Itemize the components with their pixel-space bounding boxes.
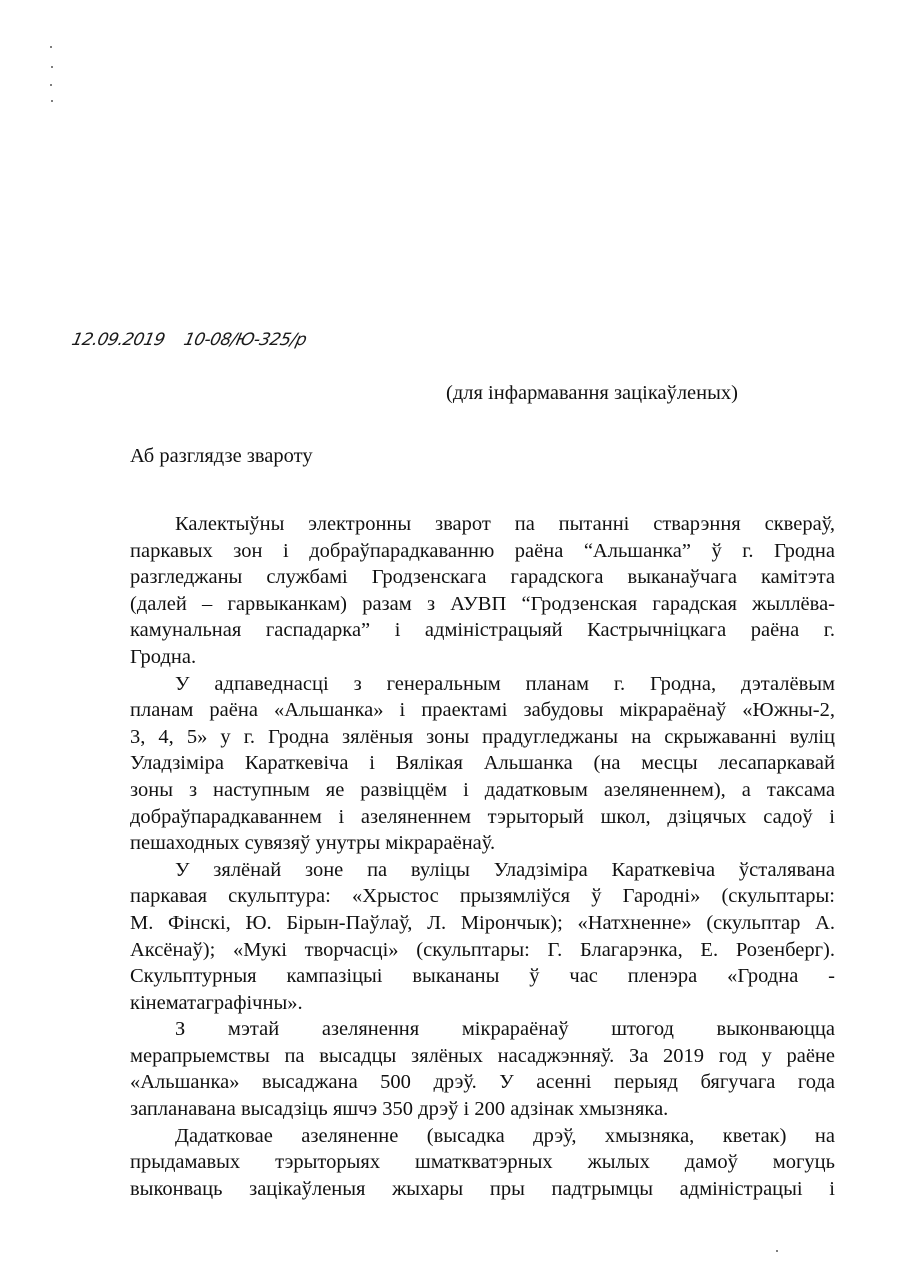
paragraph (130, 511, 835, 671)
text-line: мерапрыемствы па высадцы зялёных насаджэнняў. За 2019 год у раёне (130, 1044, 835, 1067)
text-line: паркавая скульптура: «Хрыстос прызямліўся ў Гародні» (скульптары: (130, 885, 835, 908)
text-line: (далей – гарвыканкам) разам з АУВП “Гродзенская гарадская жыллёва- (130, 592, 835, 615)
text-line: паркавых зон і добраўпарадкаванню раёна “Альшанка” ў г. Гродна (130, 539, 835, 562)
text-line: У адпаведнасці з генеральным планам г. Гродна, дэталёвым (175, 672, 835, 695)
registration-number: 10-08/Ю-325/р (181, 330, 309, 350)
text-line: 3, 4, 5» у г. Гродна зялёныя зоны прадугледжаны на скрыжаванні вуліц (130, 725, 835, 748)
text-line: «Альшанка» высаджана 500 дрэў. У асенні перыяд бягучага года (130, 1071, 835, 1094)
text-line: пешаходных сувязяў унутры мікрараёнаў. (130, 832, 496, 855)
text-line: Скульптурныя кампазіцыі выкананы ў час пленэра «Гродна - (130, 965, 835, 988)
text-line: Аксёнаў); «Мукі творчасці» (скульптары: Г. Благарэнка, Е. Розенберг). (130, 938, 835, 961)
letter-body (130, 511, 835, 1202)
text-line: кінематаграфічны». (130, 991, 303, 1014)
scan-speck (50, 84, 52, 86)
scan-speck (51, 66, 53, 68)
text-line: планам раёна «Альшанка» і праектамі забудовы мікрараёнаў «Южны-2, (130, 699, 835, 722)
registration-date: 12.09.2019 (69, 330, 167, 350)
text-line: разгледжаны службамі Гродзенскага гарадскога выканаўчага камітэта (130, 566, 835, 589)
text-line: выконваць зацікаўленыя жыхары пры падтрымцы адміністрацыі і (130, 1177, 835, 1200)
paragraph (130, 1123, 835, 1203)
text-line: Калектыўны электронны зварот па пытанні стварэння сквераў, (175, 513, 835, 535)
text-line: Дадатковае азеляненне (высадка дрэў, хмызняка, кветак) на (175, 1124, 835, 1147)
paragraph (130, 671, 835, 857)
scan-speck (50, 46, 52, 48)
scan-speck (776, 1250, 778, 1252)
text-line: прыдамавых тэрыторыях шматкватэрных жылых дамоў могуць (130, 1151, 835, 1174)
text-line: добраўпарадкаваннем і азеляненнем тэрыторый школ, дзіцячых садоў і (130, 805, 835, 828)
text-line: запланавана высадзіць яшчэ 350 дрэў і 200 адзінак хмызняка. (130, 1098, 669, 1121)
text-line: Гродна. (130, 645, 197, 668)
text-line: камунальная гаспадарка” і адміністрацыяй Кастрычніцкага раёна г. (130, 619, 835, 642)
text-line: М. Фінскі, Ю. Бірын-Паўлаў, Л. Мірончык); «Натхненне» (скульптар А. (130, 911, 835, 934)
text-line: Уладзіміра Караткевіча і Вялікая Альшанка (на месцы лесапаркавай (130, 752, 835, 775)
text-line: зоны з наступным яе развіццём і дадатковым азеляненнем), а таксама (130, 778, 835, 801)
scan-speck (51, 100, 53, 102)
text-line: З мэтай азелянення мікрараёнаў штогод выконваюцца (175, 1018, 835, 1041)
paragraph (130, 1016, 835, 1122)
handwritten-registration (70, 330, 308, 350)
paragraph (130, 857, 835, 1017)
text-line: У зялёнай зоне па вуліцы Уладзіміра Караткевіча ўсталявана (175, 858, 835, 881)
letter-subject: Аб разглядзе звароту (130, 445, 313, 467)
distribution-note: (для інфармавання зацікаўленых) (446, 382, 738, 404)
